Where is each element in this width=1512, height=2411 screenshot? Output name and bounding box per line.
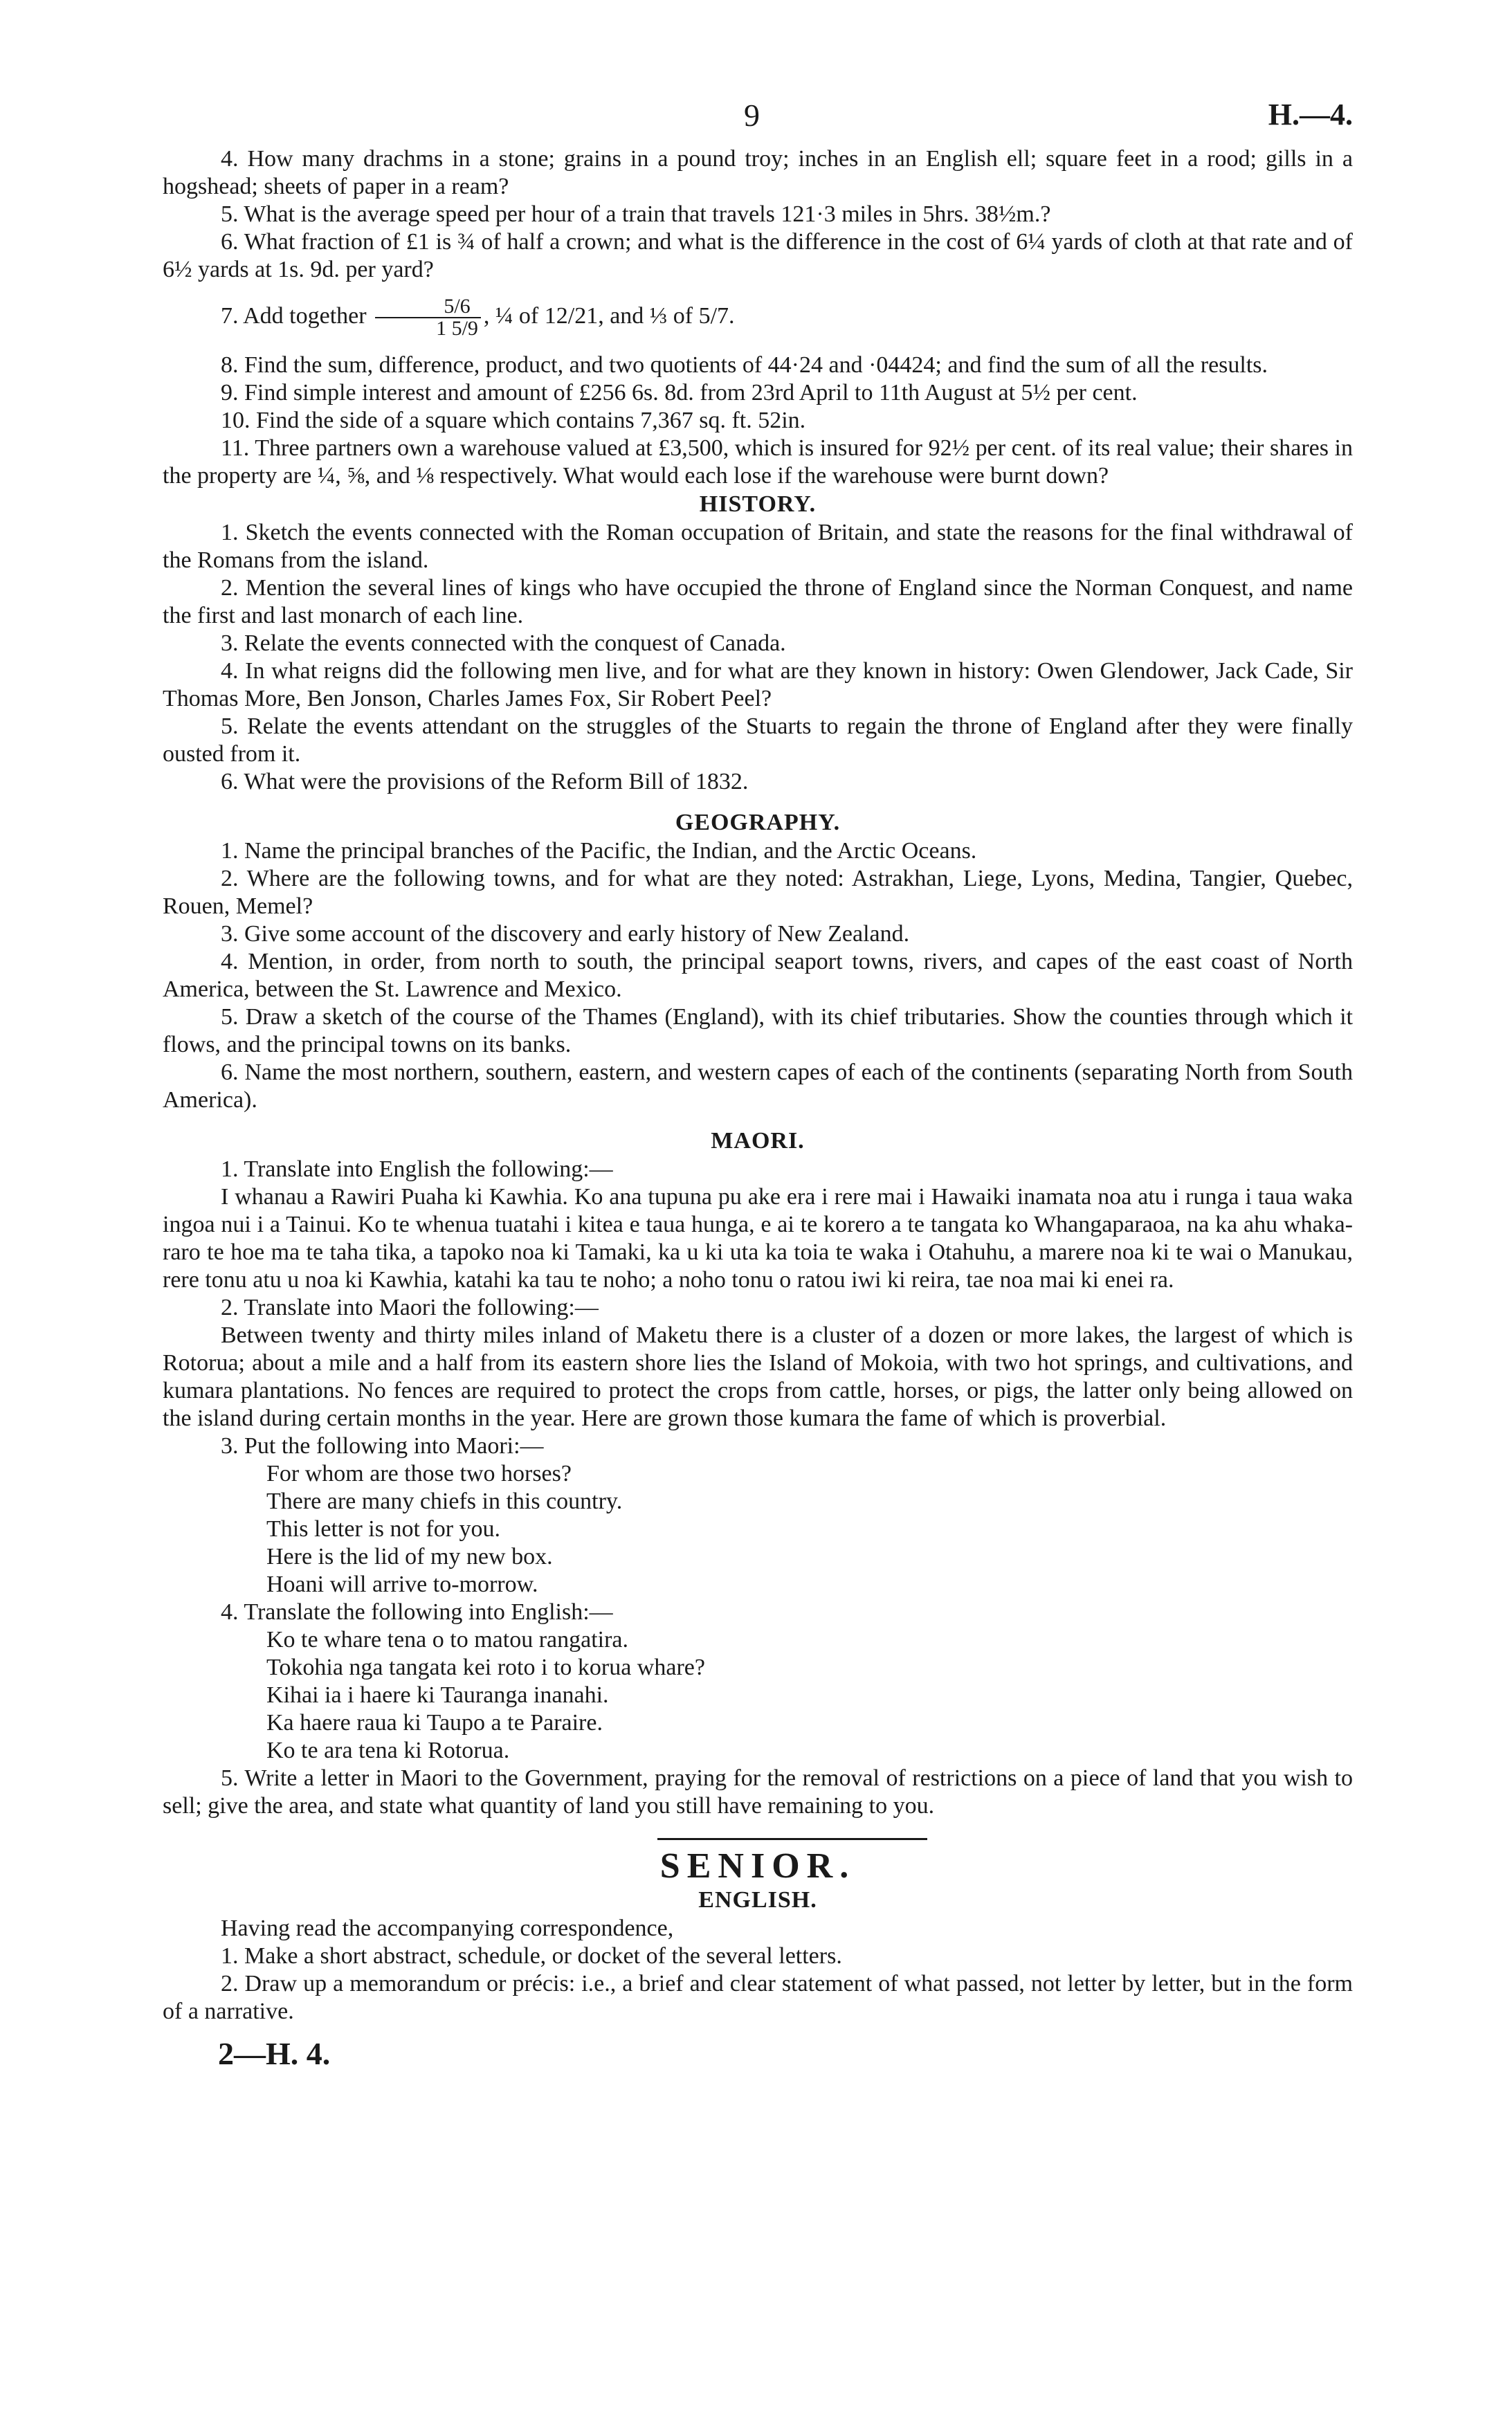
complex-fraction-numerator: 5/6	[375, 296, 481, 318]
geography-question: 4. Mention, in order, from north to south, the principal seaport towns, rivers, and capes of the east coast of North America, between the St. Lawrence and Mexico.	[163, 949, 1353, 1002]
english-passage-2: Between twenty and thirty miles inland of Maketu there is a cluster of a dozen or more lakes, the largest of which is Rotorua; about a mile and a half from its eastern shore lies the Island of Mokoia, with two hot springs, and cultivations, and kumara plantations. No fences are required to protect the crops from cattle, horses, or pigs, the latter only being allowed on the island during certain months in the year. Here are grown those kumara the fame of which is proverbial.	[163, 1322, 1353, 1431]
complex-fraction	[375, 296, 481, 339]
sentence-line: Ko te ara tena ki Rotorua.	[266, 1738, 510, 1763]
senior-intro: Having read the accompanying correspondence,	[221, 1916, 674, 1941]
geography-question: 2. Where are the following towns, and for what are they noted: Astrakhan, Liege, Lyons, Medina, Tangier, Quebec, Rouen, Memel?	[163, 866, 1353, 919]
question-9: 9. Find simple interest and amount of £256 6s. 8d. from 23rd April to 11th August at 5½ per cent.	[221, 380, 1138, 406]
page-number: 9	[744, 98, 760, 133]
maori-question-5: 5. Write a letter in Maori to the Government, praying for the removal of restrictions on a piece of land that you wish to sell; give the area, and state what quantity of land you still have remaining to you.	[163, 1765, 1353, 1819]
maori-questions	[163, 1156, 1353, 1820]
senior-question-2: 2. Draw up a memorandum or précis: i.e., a brief and clear statement of what passed, not letter by letter, but in the form of a narrative.	[163, 1971, 1353, 2024]
question-10: 10. Find the side of a square which contains 7,367 sq. ft. 52in.	[221, 408, 806, 433]
sentence-line: Kihai ia i haere ki Tauranga inanahi.	[266, 1682, 609, 1708]
question-7-tail: , ¼ of 12/21, and ⅓ of 5/7.	[483, 302, 735, 329]
geography-question: 6. Name the most northern, southern, eastern, and western capes of each of the continents (separating North from South America).	[163, 1059, 1353, 1113]
section-divider	[657, 1838, 927, 1840]
question-7-intro: 7. Add together	[221, 302, 367, 329]
history-question: 1. Sketch the events connected with the Roman occupation of Britain, and state the reasons for the final withdrawal of the Romans from the island.	[163, 520, 1353, 573]
maori-question-2: 2. Translate into Maori the following:—	[221, 1295, 599, 1320]
document-page	[163, 97, 1353, 2072]
maori-heading: MAORI.	[711, 1128, 805, 1154]
arithmetic-questions	[163, 145, 1353, 490]
senior-heading: SENIOR.	[659, 1846, 856, 1886]
sentence-line: Ka haere raua ki Taupo a te Paraire.	[266, 1710, 603, 1736]
sentence-line: Here is the lid of my new box.	[266, 1544, 553, 1570]
english-heading: ENGLISH.	[698, 1887, 817, 1913]
sentence-line: Ko te whare tena o to matou rangatira.	[266, 1627, 629, 1653]
maori-question-1: 1. Translate into English the following:—	[221, 1156, 613, 1182]
question-6: 6. What fraction of £1 is ¾ of half a crown; and what is the difference in the cost of 6¼ yards of cloth at that rate and of 6½ yards at 1s. 9d. per yard?	[163, 229, 1353, 282]
history-question: 6. What were the provisions of the Reform Bill of 1832.	[221, 769, 749, 794]
senior-question-1: 1. Make a short abstract, schedule, or docket of the several letters.	[221, 1943, 842, 1969]
history-heading: HISTORY.	[699, 491, 817, 517]
history-questions	[163, 519, 1353, 796]
question-11: 11. Three partners own a warehouse valued at £3,500, which is insured for 92½ per cent. of its real value; their shares in the property are ¼, ⅝, and ⅛ respectively. What would each lose if the warehouse were burnt down?	[163, 435, 1353, 489]
geography-questions	[163, 837, 1353, 1114]
history-question: 4. In what reigns did the following men live, and for what are they known in history: Owen Glendower, Jack Cade, Sir Thomas More, Ben Jonson, Charles James Fox, Sir Robert Peel?	[163, 658, 1353, 711]
maori-question-4: 4. Translate the following into English:—	[221, 1599, 613, 1625]
maori-question-3: 3. Put the following into Maori:—	[221, 1433, 544, 1459]
maori-passage-1: I whanau a Rawiri Puaha ki Kawhia. Ko ana tupuna pu ake era i rere mai i Hawaiki inamata noa atu i runga i taua waka ingoa nui i a Tainui. Ko te whenua tuatahi i kitea e taua hunga, e ai te korero a te tangata ko Whangaparaoa, na ka ahu whaka-raro te hoe ma te taha tika, a tapoko noa ki Tamaki, ka u ki uta ka toia te waka i Otahuhu, a marere noa ki te wai o Manukau, rere tonu atu u noa ki Kawhia, katahi ka tau te noho; a noho tonu o ratou iwi ki reira, tae noa mai ki enei ra.	[163, 1184, 1353, 1293]
geography-question: 3. Give some account of the discovery and early history of New Zealand.	[221, 921, 910, 947]
complex-fraction-denominator: 1 5/9	[436, 317, 478, 340]
sentence-line: There are many chiefs in this country.	[266, 1489, 623, 1514]
history-question: 2. Mention the several lines of kings who have occupied the throne of England since the Norman Conquest, and name the first and last monarch of each line.	[163, 575, 1353, 628]
sentence-line: Tokohia nga tangata kei roto i to korua whare?	[266, 1655, 705, 1680]
question-5: 5. What is the average speed per hour of a train that travels 121·3 miles in 5hrs. 38½m.?	[221, 201, 1051, 227]
page-header	[163, 97, 1353, 145]
sentence-line: For whom are those two horses?	[266, 1461, 572, 1486]
geography-question: 5. Draw a sketch of the course of the Thames (England), with its chief tributaries. Show the counties through which it flows, and the principal towns on its banks.	[163, 1004, 1353, 1057]
sentence-line: This letter is not for you.	[266, 1516, 501, 1542]
question-4: 4. How many drachms in a stone; grains in a pound troy; inches in an English ell; square feet in a rood; gills in a hogshead; sheets of paper in a ream?	[163, 146, 1353, 199]
history-question: 5. Relate the events attendant on the struggles of the Stuarts to regain the throne of England after they were finally ousted from it.	[163, 713, 1353, 767]
question-7	[163, 296, 1353, 339]
history-question: 3. Relate the events connected with the conquest of Canada.	[221, 630, 786, 656]
question-8: 8. Find the sum, difference, product, and two quotients of 44·24 and ·04424; and find the sum of all the results.	[221, 352, 1268, 378]
geography-question: 1. Name the principal branches of the Pacific, the Indian, and the Arctic Oceans.	[221, 838, 977, 864]
sentence-line: Hoani will arrive to-morrow.	[266, 1572, 538, 1597]
geography-heading: GEOGRAPHY.	[675, 810, 841, 835]
senior-english-questions	[163, 1915, 1353, 2026]
signature-mark: 2—H. 4.	[218, 2036, 331, 2071]
document-reference: H.—4.	[1268, 98, 1353, 131]
